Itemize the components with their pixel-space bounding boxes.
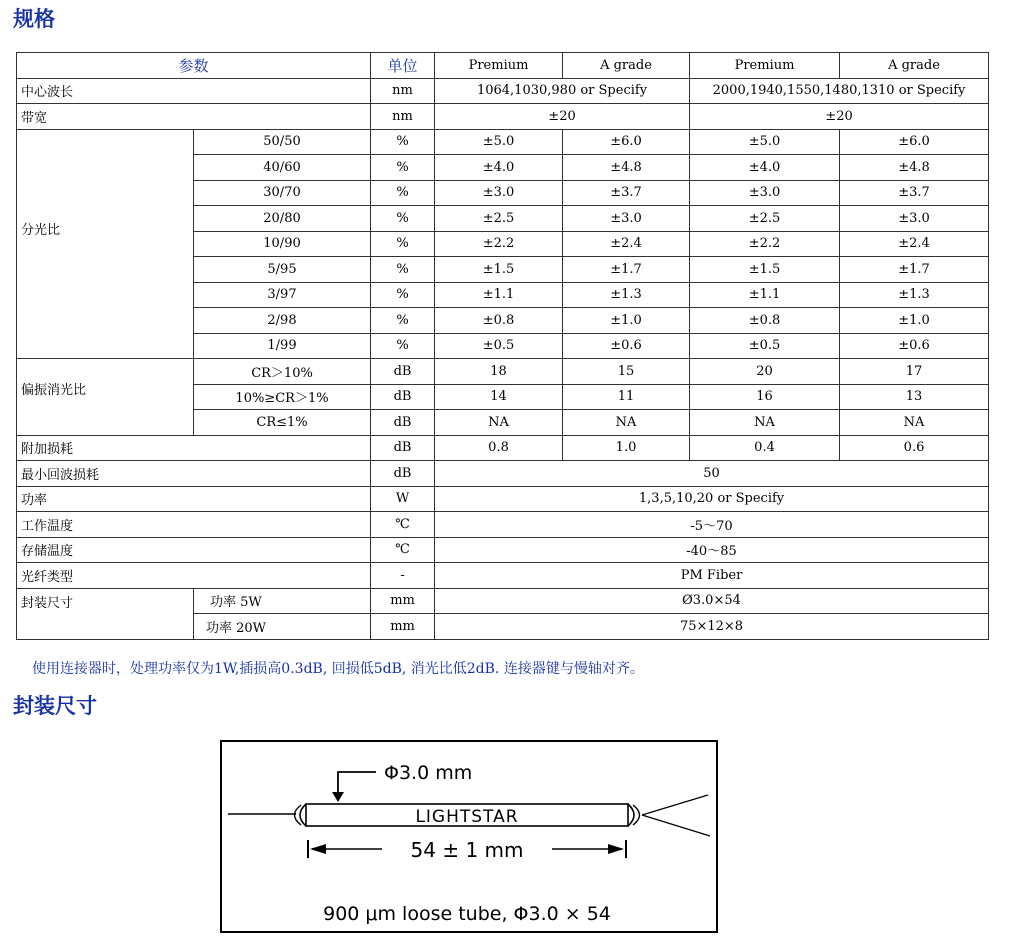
header-param: 参数 [17,53,371,79]
cell-value: ±6.0 [563,129,690,155]
table-row [17,104,989,130]
cell-value: 0.6 [840,435,989,461]
header-col4: A grade [840,53,989,79]
cell-value: ±5.0 [690,129,840,155]
row-unit: % [371,129,435,155]
cell-value: ±0.5 [690,333,840,359]
package-label: 封装尺寸 [17,588,194,639]
row-unit: dB [371,384,435,410]
row-unit: nm [371,78,435,104]
row-unit: dB [371,410,435,436]
arrow-left-icon [310,844,326,854]
split-ratio: 30/70 [194,180,371,206]
table-row [17,563,989,589]
split-label: 分光比 [17,129,194,359]
row-unit: mm [371,588,435,614]
package-condition: 功率 5W [194,588,371,614]
cell-value: 18 [435,359,563,385]
row-label: 工作温度 [17,512,371,538]
row-label: 附加损耗 [17,435,371,461]
table-row [17,512,989,538]
cell-value: ±0.8 [435,308,563,334]
length-label: 54 ± 1 mm [410,838,524,862]
cell-value: 16 [690,384,840,410]
row-label: 带宽 [17,104,371,130]
cell-value: ±2.2 [435,231,563,257]
row-unit: W [371,486,435,512]
cell-value: 0.4 [690,435,840,461]
row-value: -5～70 [435,512,989,538]
table-row [17,359,989,385]
output-fiber-1 [642,795,708,815]
per-condition: CR≤1% [194,410,371,436]
cell-value: ±4.0 [435,155,563,181]
cell-value: ±1.0 [563,308,690,334]
cell-value: ±3.0 [563,206,690,232]
row-value: Ø3.0×54 [435,588,989,614]
cell-value: NA [690,410,840,436]
split-ratio: 10/90 [194,231,371,257]
tube-left-cap [300,804,306,826]
table-header-row [17,53,989,79]
row-unit: % [371,333,435,359]
cell-value: ±1.3 [840,282,989,308]
split-ratio: 40/60 [194,155,371,181]
cell-value: ±4.8 [563,155,690,181]
cell-value: 17 [840,359,989,385]
cell-value: ±0.5 [435,333,563,359]
row-value: 50 [435,461,989,487]
row-unit: % [371,155,435,181]
package-condition: 功率 20W [194,614,371,640]
cell-value: ±1.7 [563,257,690,283]
row-unit: ℃ [371,537,435,563]
cell-value: ±3.7 [840,180,989,206]
table-row [17,78,989,104]
cell-value: ±1.5 [435,257,563,283]
cell-value: ±1.1 [690,282,840,308]
cell-value: 15 [563,359,690,385]
cell-value: ±2.5 [435,206,563,232]
cell-value: ±0.8 [690,308,840,334]
table-row [17,486,989,512]
cell-value: ±2.4 [840,231,989,257]
row-unit: mm [371,614,435,640]
cell-value: 11 [563,384,690,410]
package-drawing [220,740,718,933]
cell-value: ±3.0 [435,180,563,206]
per-condition: CR＞10% [194,359,371,385]
row-unit: % [371,231,435,257]
drawing-caption: 900 μm loose tube, Φ3.0 × 54 [323,903,611,925]
row-value: 75×12×8 [435,614,989,640]
cell-value: ±2.4 [563,231,690,257]
cell-value: 20 [690,359,840,385]
cell-value: ±1.1 [435,282,563,308]
split-ratio: 1/99 [194,333,371,359]
row-value: ±20 [690,104,989,130]
cell-value: ±1.3 [563,282,690,308]
row-label: 光纤类型 [17,563,371,589]
cell-value: ±6.0 [840,129,989,155]
cell-value: ±1.5 [690,257,840,283]
cell-value: ±3.7 [563,180,690,206]
cell-value: ±0.6 [563,333,690,359]
row-value: 1,3,5,10,20 or Specify [435,486,989,512]
cell-value: 1.0 [563,435,690,461]
row-unit: nm [371,104,435,130]
split-ratio: 50/50 [194,129,371,155]
row-unit: dB [371,359,435,385]
row-unit: dB [371,461,435,487]
cell-value: 0.8 [435,435,563,461]
row-label: 存储温度 [17,537,371,563]
brand-label: LIGHTSTAR [415,807,519,827]
spec-heading: 规格 [13,7,55,31]
row-label: 中心波长 [17,78,371,104]
row-unit: % [371,257,435,283]
row-unit: ℃ [371,512,435,538]
cell-value: ±2.2 [690,231,840,257]
row-unit: dB [371,435,435,461]
cell-value: 13 [840,384,989,410]
table-row [17,129,989,155]
table-row [17,588,989,614]
table-row [17,435,989,461]
cell-value: ±1.0 [840,308,989,334]
cell-value: NA [840,410,989,436]
cell-value: ±3.0 [840,206,989,232]
split-ratio: 5/95 [194,257,371,283]
split-ratio: 2/98 [194,308,371,334]
cell-value: ±2.5 [690,206,840,232]
header-col1: Premium [435,53,563,79]
cell-value: ±0.6 [840,333,989,359]
row-unit: % [371,180,435,206]
cell-value: NA [563,410,690,436]
cell-value: ±4.8 [840,155,989,181]
split-ratio: 20/80 [194,206,371,232]
row-value: -40～85 [435,537,989,563]
diameter-pointer [338,772,376,794]
row-unit: % [371,206,435,232]
cell-value: ±5.0 [435,129,563,155]
diameter-label: Φ3.0 mm [384,762,473,784]
package-heading: 封装尺寸 [13,694,97,718]
tube-right-cap [628,804,634,826]
row-value: 1064,1030,980 or Specify [435,78,690,104]
row-unit: % [371,282,435,308]
arrow-right-icon [608,844,624,854]
header-unit: 单位 [371,53,435,79]
per-condition: 10%≥CR＞1% [194,384,371,410]
row-value: PM Fiber [435,563,989,589]
table-row [17,461,989,487]
spec-table [16,52,989,640]
cell-value: ±4.0 [690,155,840,181]
table-row [17,537,989,563]
arrow-head-icon [332,792,344,802]
row-unit: % [371,308,435,334]
per-label: 偏振消光比 [17,359,194,436]
output-fiber-2 [642,815,710,836]
cell-value: 14 [435,384,563,410]
row-value: 2000,1940,1550,1480,1310 or Specify [690,78,989,104]
header-col2: A grade [563,53,690,79]
row-value: ±20 [435,104,690,130]
cell-value: ±1.7 [840,257,989,283]
row-label: 功率 [17,486,371,512]
split-ratio: 3/97 [194,282,371,308]
row-label: 最小回波损耗 [17,461,371,487]
cell-value: ±3.0 [690,180,840,206]
row-unit: - [371,563,435,589]
connector-note: 使用连接器时，处理功率仅为1W,插损高0.3dB, 回损低5dB, 消光比低2dB. 连接器键与慢轴对齐。 [32,661,644,677]
cell-value: NA [435,410,563,436]
header-col3: Premium [690,53,840,79]
